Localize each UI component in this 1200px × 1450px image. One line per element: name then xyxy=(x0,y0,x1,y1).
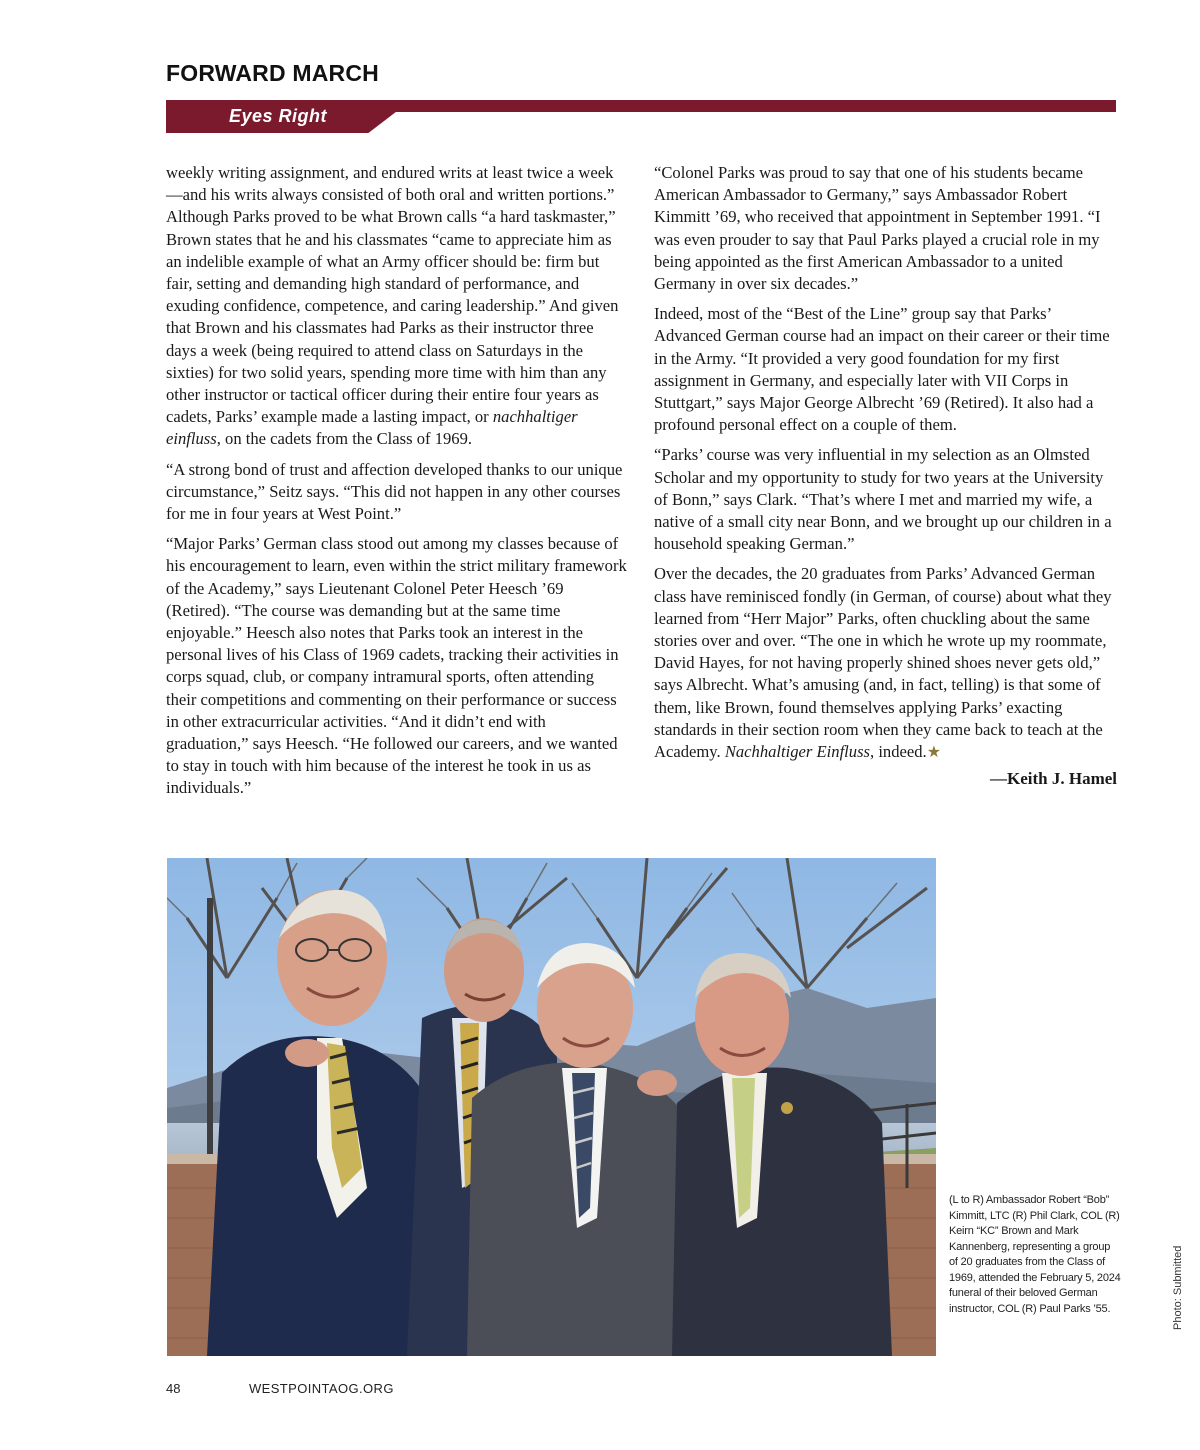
group-photo-illustration xyxy=(167,858,936,1356)
section-tab-label: Eyes Right xyxy=(229,106,328,126)
photo-caption: (L to R) Ambassador Robert “Bob” Kimmitt, LTC (R) Phil Clark, COL (R) Keirn “KC” Brown and Mark Kannenberg, representing a group of 20 graduates from the Class of 1969, attended the February 5, 2024 funeral of their beloved German instructor, COL (R) Paul Parks ’55. xyxy=(949,1194,1121,1315)
end-star-icon: ★ xyxy=(926,744,942,762)
paragraph: Indeed, most of the “Best of the Line” group say that Parks’ Advanced German course had an impact on their career or their time in the Army. “It provided a very good foundation for my first assignment in Germany, and especially later with VII Corps in Stuttgart,” says Major George Albrecht ’69 (Retired). It also had a profound personal effect on a couple of them. xyxy=(654,304,1110,435)
page-number: 48 xyxy=(166,1381,181,1396)
byline: —Keith J. Hamel xyxy=(989,769,1117,789)
photo-credit: Photo: Submitted xyxy=(1172,1245,1184,1330)
paragraph: “Colonel Parks was proud to say that one of his students became American Ambassador to Germany,” says Ambassador Robert Kimmitt ’69, who received that appointment in September 1991. “I was even prouder to say that Paul Parks played a crucial role in my being appointed as the first American Ambassador to a united Germany in over six decades.” xyxy=(654,163,1101,294)
paragraph: “Parks’ course was very influential in my selection as an Olmsted Scholar and my opportunity to study for two years at the University of Bonn,” says Clark. “That’s where I met and married my wife, a native of a small city near Bonn, and we brought up our children in a household speaking German.” xyxy=(654,445,1112,554)
section-title: FORWARD MARCH xyxy=(166,60,379,86)
paragraph: Over the decades, the 20 graduates from Parks’ Advanced German class have reminisced fondly (in German, of course) about what they learned from “Herr Major” Parks, often chuckling about the same stories over and over. “The one in which he wrote up my roommate, David Hayes, for not having properly shined shoes never gets old,” says Albrecht. What’s amusing (and, in fact, telling) is that some of them, like Brown, found themselves applying Parks’ exacting standards in their section room when they came back to teach at the Academy. Nachhaltiger Einfluss, indeed.★ xyxy=(654,564,1112,762)
paragraph: “A strong bond of trust and affection developed thanks to our unique circumstance,” Seitz says. “This did not happen in any other courses for me in four years at West Point.” xyxy=(166,459,623,524)
group-photo xyxy=(167,858,936,1356)
paragraph: weekly writing assignment, and endured writs at least twice a week—and his writs always consisted of both oral and written portions.” Although Parks proved to be what Brown calls “a hard taskmaster,” Brown states that he and his classmates “came to appreciate him as an indelible example of what an Army officer should be: firm but fair, setting and demanding high standard of performance, and exuding confidence, competence, and caring leadership.” And given that Brown and his classmates had Parks as their instructor three days a week (being required to attend class on Saturdays in the sixties) for two solid years, spending more time with him than any other instructor or tactical officer during their entire four years as cadets, Parks’ example made a lasting impact, or nachhaltiger einfluss, on the cadets from the Class of 1969. xyxy=(166,163,619,449)
article-column-right xyxy=(654,162,1117,790)
paragraph: “Major Parks’ German class stood out among my classes because of his encouragement to learn, even within the strict military framework of the Academy,” says Lieutenant Colonel Peter Heesch ’69 (Retired). “The course was demanding but at the same time enjoyable.” Heesch also notes that Parks took an interest in the personal lives of his Class of 1969 cadets, tracking their activities in corps squad, club, or company intramural sports, often attending their competitions and commenting on their performance or success in other extracurricular activities. “And it didn’t end with graduation,” says Heesch. “He followed our careers, and we wanted to stay in touch with him because of the interest he took in us as individuals.” xyxy=(166,534,627,798)
article-column-left xyxy=(166,162,628,808)
footer-site-url[interactable]: WESTPOINTAOG.ORG xyxy=(249,1381,394,1396)
